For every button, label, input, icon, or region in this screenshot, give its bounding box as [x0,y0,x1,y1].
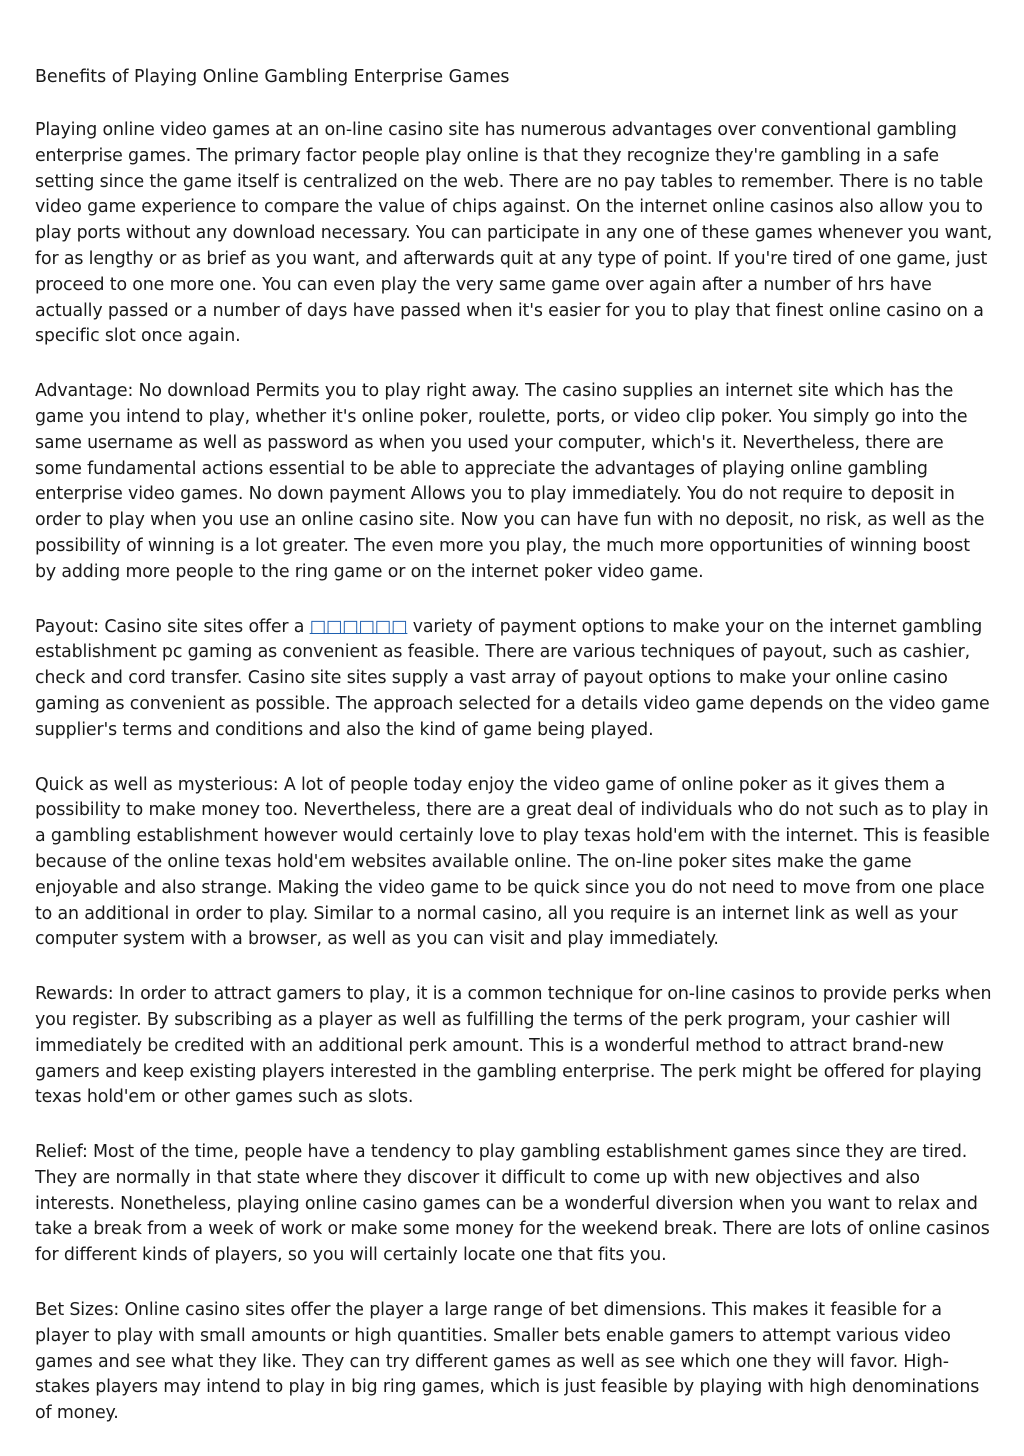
paragraph-payout-text-before: Payout: Casino site sites offer a [35,616,310,637]
inline-link[interactable]: □□□□□□ [309,616,408,637]
paragraph-payout-text-after: variety of payment options to make your on the internet gambling establishment pc gaming as convenient as feasible. There are various techniques of payout, such as cashier, check and cord transfer. Casino site sites supply a vast array of payout options to make your online casino gaming as convenient as possible. The approach selected for a details video game depends on the video game supplier's terms and conditions and also the kind of game being played. [35,616,990,740]
paragraph-payout [35,615,993,744]
document-page [35,64,993,1456]
paragraph-rewards: Rewards: In order to attract gamers to play, it is a common technique for on-line casinos to provide perks when you register. By subscribing as a player as well as fulfilling the terms of the perk program, your cashier will immediately be credited with an additional perk amount. This is a wonderful method to attract brand-new gamers and keep existing players interested in the gambling enterprise. The perk might be offered for playing texas hold'em or other games such as slots. [35,984,992,1108]
paragraph-intro: Playing online video games at an on-line casino site has numerous advantages over conventional gambling enterprise games. The primary factor people play online is that they recognize they're gambling in a safe setting since the game itself is centralized on the web. There are no pay tables to remember. There is no table video game experience to compare the value of chips against. On the internet online casinos also allow you to play ports without any download necessary. You can participate in any one of these games whenever you want, for as lengthy or as brief as you want, and afterwards quit at any type of point. If you're tired of one game, just proceed to one more one. You can even play the very same game over again after a number of hrs have actually passed or a number of days have passed when it's easier for you to play that finest online casino on a specific slot once again. [35,120,993,347]
paragraph-advantage: Advantage: No download Permits you to play right away. The casino supplies an internet site which has the game you intend to play, whether it's online poker, roulette, ports, or video clip poker. You simply go into the same username as well as password as when you used your computer, which's it. Nevertheless, there are some fundamental actions essential to be able to appreciate the advantages of playing online gambling enterprise video games. No down payment Allows you to play immediately. You do not require to deposit in order to play when you use an online casino site. Now you can have fun with no deposit, no risk, as well as the possibility of winning is a lot greater. The even more you play, the much more opportunities of winning boost by adding more people to the ring game or on the internet poker video game. [35,381,985,582]
paragraph-quick: Quick as well as mysterious: A lot of people today enjoy the video game of online poker as it gives them a possibility to make money too. Nevertheless, there are a great deal of individuals who do not such as to play in a gambling establishment however would certainly love to play texas hold'em with the internet. This is feasible because of the online texas hold'em websites available online. The on-line poker sites make the game enjoyable and also strange. Making the video game to be quick since you do not need to move from one place to an additional in order to play. Similar to a normal casino, all you require is an internet link as well as your computer system with a browser, as well as you can visit and play immediately. [35,774,990,950]
paragraph-relief: Relief: Most of the time, people have a tendency to play gambling establishment games since they are tired. They are normally in that state where they discover it difficult to come up with new objectives and also interests. Nonetheless, playing online casino games can be a wonderful diversion when you want to relax and take a break from a week of work or make some money for the weekend break. There are lots of online casinos for different kinds of players, so you will certainly locate one that fits you. [35,1142,990,1266]
document-title: Benefits of Playing Online Gambling Enterprise Games [35,67,510,87]
paragraph-bet-sizes: Bet Sizes: Online casino sites offer the player a large range of bet dimensions. This makes it feasible for a player to play with small amounts or high quantities. Smaller bets enable gamers to attempt various video games and see what they like. They can try different games as well as see which one they will favor. High-stakes players may intend to play in big ring games, which is just feasible by playing with high denominations of money. [35,1300,980,1424]
